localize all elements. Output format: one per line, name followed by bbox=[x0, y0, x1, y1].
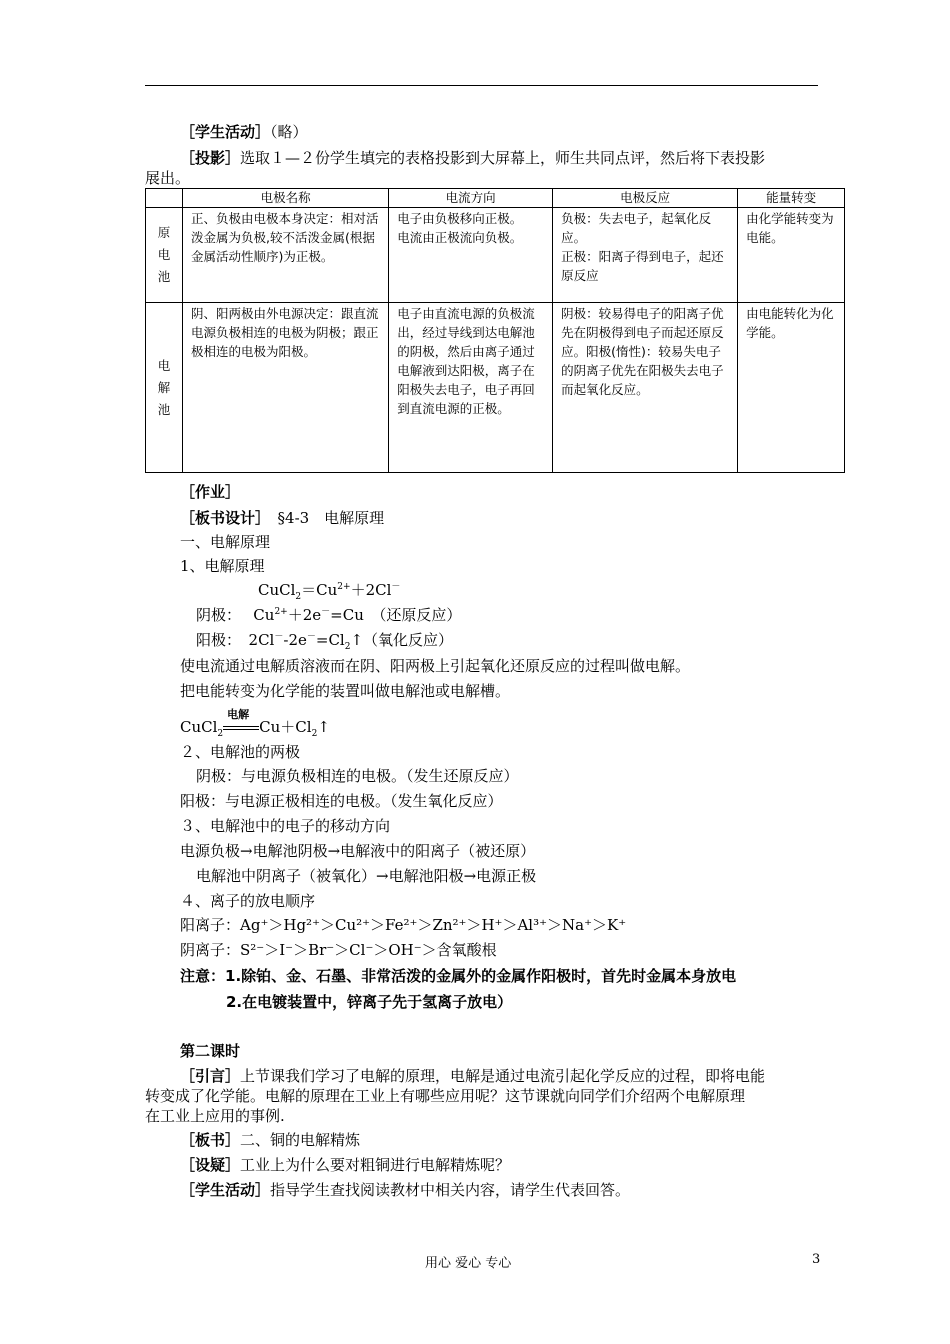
subheading-4: ４、离子的放电顺序 bbox=[180, 892, 316, 910]
table-cell: 阴、阳两极由外电源决定：跟直流电源负极相连的电极为阴极；跟正极相连的电极为阳极。 bbox=[183, 303, 389, 473]
student-activity-label: ［学生活动］ bbox=[180, 123, 271, 141]
table-header-cell: 电流方向 bbox=[389, 189, 553, 208]
board-design-line bbox=[180, 508, 384, 528]
table-corner-cell bbox=[146, 189, 183, 208]
question-line: ［设疑］工业上为什么要对粗铜进行电解精炼呢？ bbox=[180, 1156, 511, 1174]
note-line-1: 注意：1.除铂、金、石墨、非常活泼的金属外的金属作阳极时，首先时金属本身放电 bbox=[180, 967, 737, 985]
table-row-electrolytic bbox=[146, 303, 845, 473]
table-row-galvanic bbox=[146, 208, 845, 303]
ionization-equation: $CuCl_2=Cu^{2+}+2Cl^-$ bbox=[258, 581, 401, 602]
intro-line-2: 转变成了化学能。电解的原理在工业上有哪些应用呢？这节课就向同学们介绍两个电解原理 bbox=[145, 1087, 746, 1105]
table-cell: 正、负极由电极本身决定：相对活泼金属为负极,较不活泼金属(根据金属活动性顺序)为正极。 bbox=[183, 208, 389, 303]
intro-label: ［引言］ bbox=[180, 1067, 241, 1085]
definition-cell: 把电能转变为化学能的装置叫做电解池或电解槽。 bbox=[180, 682, 511, 700]
electron-flow-2: 电解池中阴离子（被氧化）→电解池阳极→电源正极 bbox=[196, 867, 537, 885]
cathode-equation-line: 阴极： $Cu^{2+}+2e^-=Cu$ （还原反应） bbox=[196, 606, 462, 624]
student-activity-line-2: ［学生活动］指导学生查找阅读教材中相关内容，请学生代表回答。 bbox=[180, 1181, 631, 1199]
question-label: ［设疑］ bbox=[180, 1156, 241, 1174]
intro-line-3: 在工业上应用的事例. bbox=[145, 1107, 285, 1125]
student-activity-text: （略） bbox=[270, 123, 308, 141]
anode-definition: 阳极：与电源正极相连的电极。（发生氧化反应） bbox=[180, 792, 503, 810]
condition-label: 电解 bbox=[227, 708, 250, 721]
table-cell: 阴极：较易得电子的阳离子优先在阴极得到电子而起还原反应。阳极(惰性)：较易失电子的阴离子优先在阳极失去电子而起氧化反应。 bbox=[553, 303, 738, 473]
table-header-cell: 电极名称 bbox=[183, 189, 389, 208]
lesson-two-heading: 第二课时 bbox=[180, 1042, 241, 1060]
subheading-1: 1、电解原理 bbox=[180, 557, 265, 575]
homework-label: ［作业］ bbox=[180, 483, 241, 501]
electron-flow-1: 电源负极→电解池阴极→电解液中的阳离子（被还原） bbox=[180, 842, 536, 860]
subheading-2: ２、电解池的两极 bbox=[180, 743, 301, 761]
subheading-3: ３、电解池中的电子的移动方向 bbox=[180, 817, 391, 835]
projection-line-2: 展出。 bbox=[145, 169, 191, 187]
projection-label: ［投影］ bbox=[180, 149, 241, 167]
student-activity-label-2: ［学生活动］ bbox=[180, 1181, 271, 1199]
student-activity-line bbox=[180, 122, 308, 142]
board-line: ［板书］二、铜的电解精炼 bbox=[180, 1131, 361, 1149]
row-label-galvanic: 原 电 池 bbox=[146, 208, 183, 303]
table-header-cell: 能量转变 bbox=[738, 189, 845, 208]
page-number: 3 bbox=[812, 1252, 821, 1267]
cathode-definition: 阴极：与电源负极相连的电极。（发生还原反应） bbox=[196, 767, 519, 785]
table-cell: 电子由直流电源的负极流出，经过导线到达电解池的阴极，然后由离子通过电解液到达阳极，离子在阳极失去电子，电子再回到直流电源的正极。 bbox=[389, 303, 553, 473]
intro-line-1: ［引言］上节课我们学习了电解的原理，电解是通过电流引起化学反应的过程，即将电能 bbox=[180, 1067, 766, 1085]
projection-line bbox=[180, 148, 765, 168]
anode-equation-line: 阳极： $2Cl^--2e^-=Cl_2↑$（氧化反应） bbox=[196, 631, 454, 652]
header-rule bbox=[145, 85, 818, 86]
board-label: ［板书］ bbox=[180, 1131, 241, 1149]
note-line-2: 2.在电镀装置中，锌离子先于氢离子放电） bbox=[226, 993, 513, 1011]
table-cell: 由电能转化为化学能。 bbox=[738, 303, 845, 473]
table-header-cell: 电极反应 bbox=[553, 189, 738, 208]
cation-order: Ag⁺＞Hg²⁺＞Cu²⁺＞Fe²⁺＞Zn²⁺＞H⁺＞Al³⁺＞Na⁺＞K⁺ bbox=[240, 916, 627, 934]
footer-motto: 用心 爱心 专心 bbox=[425, 1256, 512, 1271]
projection-text: 选取１—２份学生填完的表格投影到大屏幕上，师生共同点评，然后将下表投影 bbox=[240, 149, 766, 167]
table-cell: 负极：失去电子，起氧化反应。 正极：阳离子得到电子，起还原反应 bbox=[553, 208, 738, 303]
table-cell: 由化学能转变为电能。 bbox=[738, 208, 845, 303]
electrolysis-equation: CuCl$_2$ 电解 $Cu+Cl_2↑$ bbox=[180, 708, 330, 739]
anion-order-line: 阴离子：S²⁻＞I⁻＞Br⁻＞Cl⁻＞OH⁻＞含氧酸根 bbox=[180, 941, 497, 959]
board-design-text: §4-3 电解原理 bbox=[277, 509, 385, 527]
row-label-electrolytic: 电 解 池 bbox=[146, 303, 183, 473]
section-heading-1: 一、电解原理 bbox=[180, 533, 271, 551]
definition-electrolysis: 使电流通过电解质溶液而在阴、阳两极上引起氧化还原反应的过程叫做电解。 bbox=[180, 657, 691, 675]
anion-order: S²⁻＞I⁻＞Br⁻＞Cl⁻＞OH⁻＞含氧酸根 bbox=[240, 941, 497, 959]
comparison-table bbox=[145, 188, 845, 473]
table-header-row bbox=[146, 189, 845, 208]
board-design-label: ［板书设计］ bbox=[180, 509, 263, 527]
table-cell: 电子由负极移向正极。 电流由正极流向负极。 bbox=[389, 208, 553, 303]
cation-order-line: 阳离子：Ag⁺＞Hg²⁺＞Cu²⁺＞Fe²⁺＞Zn²⁺＞H⁺＞Al³⁺＞Na⁺＞K⁺ bbox=[180, 916, 627, 934]
